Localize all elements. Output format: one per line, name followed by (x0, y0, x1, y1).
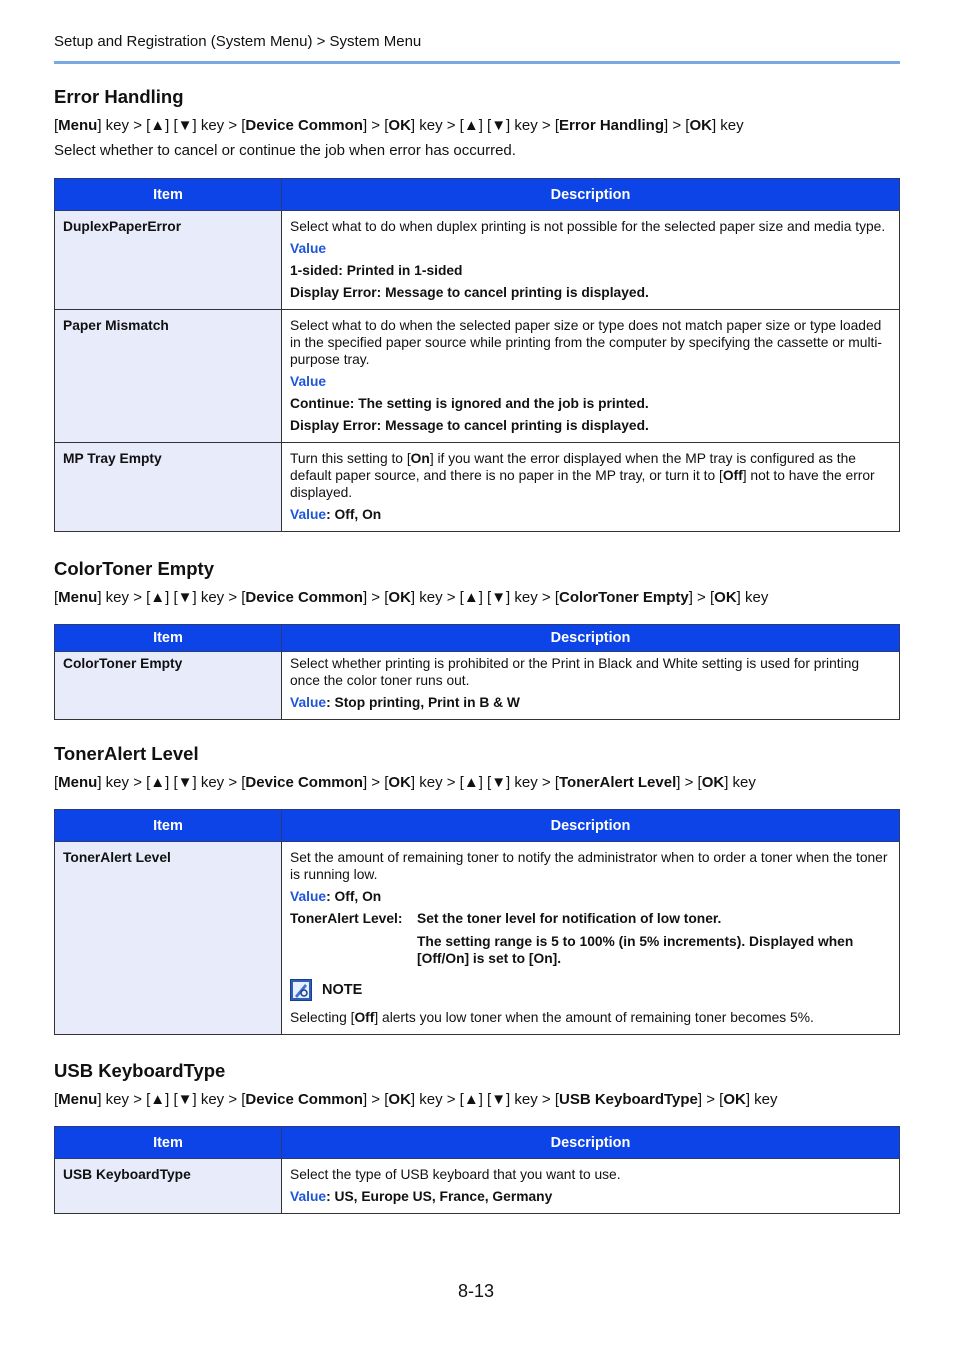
bold-segment: Menu (58, 117, 98, 134)
bold-segment: Menu (58, 589, 98, 606)
definition-description (417, 910, 891, 967)
value-label: Value (290, 507, 327, 522)
table-row (55, 842, 900, 1035)
bold-segment: OK (723, 1091, 746, 1108)
toneralert-table (54, 809, 900, 1035)
text-segment: ] if you want the error displayed when the MP tray is configured as the default paper source, and there is no paper in the MP tray, or turn it to [ (290, 451, 856, 483)
section-usb-keyboardtype (54, 1060, 900, 1214)
bold-segment: TonerAlert Level (558, 774, 677, 791)
text-segment: ] key > [▲] [▼] key > [ (97, 117, 246, 134)
description-text: Select the type of USB keyboard that you want to use. (290, 1167, 621, 1182)
text-segment: ] alerts you low toner when the amount of remaining toner becomes 5%. (374, 1010, 814, 1025)
value-option: Display Error: Message to cancel printing is displayed. (290, 285, 649, 300)
table-row (55, 211, 900, 310)
table-row (55, 310, 900, 443)
description-text: Select what to do when duplex printing is not possible for the selected paper size and media type. (290, 219, 886, 234)
item-cell: USB KeyboardType (55, 1159, 282, 1214)
description-text: Select what to do when the selected paper size or type does not match paper size or type loaded in the specified paper source while printing from the computer by specifying the cassette or multi-purpose tray. (290, 318, 883, 367)
bold-segment: Device Common (245, 117, 363, 134)
value-options: : Stop printing, Print in B & W (326, 695, 520, 710)
value-options: : Off, On (326, 889, 382, 904)
text-segment: ] > [ (362, 774, 389, 791)
description-text: Set the amount of remaining toner to notify the administrator when to order a toner when the toner is running low. (290, 850, 888, 882)
value-label: Value (290, 1189, 327, 1204)
text-segment: [ (54, 774, 59, 791)
text-segment: Selecting [ (290, 1010, 355, 1025)
column-header-item: Item (55, 810, 282, 842)
definition-line: Set the toner level for notification of low toner. (417, 911, 722, 926)
menu-path (54, 774, 900, 791)
column-header-description: Description (282, 1127, 900, 1159)
column-header-item: Item (55, 1127, 282, 1159)
item-cell: MP Tray Empty (55, 443, 282, 532)
text-segment: ] > [ (664, 117, 690, 134)
description-cell (282, 842, 900, 1035)
text-segment: ] key > [▲] [▼] key > [ (97, 589, 246, 606)
text-segment: ] > [ (688, 589, 715, 606)
bold-segment: Error Handling (558, 117, 664, 134)
description-cell (282, 211, 900, 310)
menu-path (54, 1091, 900, 1108)
bold-segment: Menu (58, 774, 98, 791)
item-cell: ColorToner Empty (55, 652, 282, 720)
error-handling-table (54, 178, 900, 532)
description-cell (282, 652, 900, 720)
section-title: Error Handling (54, 86, 184, 107)
section-title: ColorToner Empty (54, 558, 214, 579)
text-segment: ] key > [▲] [▼] key > [ (410, 117, 559, 134)
item-cell: TonerAlert Level (55, 842, 282, 1035)
table-row (55, 1159, 900, 1214)
value-options: : Off, On (326, 507, 382, 522)
description-text: Select whether printing is prohibited or the Print in Black and White setting is used for printing once the color toner runs out. (290, 656, 860, 688)
description-cell (282, 443, 900, 532)
text-segment: ] > [ (697, 1091, 724, 1108)
bold-segment: OK (388, 117, 411, 134)
column-header-item: Item (55, 179, 282, 211)
column-header-description: Description (282, 810, 900, 842)
bold-segment: ColorToner Empty (558, 589, 689, 606)
page-number: 8-13 (458, 1281, 495, 1301)
text-segment: ] key > [▲] [▼] key > [ (97, 774, 246, 791)
section-colortoner-empty (54, 558, 900, 720)
bold-segment: OK (714, 589, 737, 606)
header-rule (54, 61, 900, 64)
text-segment: [ (54, 589, 59, 606)
section-title: TonerAlert Level (54, 743, 199, 764)
value-line (290, 694, 891, 711)
value-line (290, 506, 891, 523)
value-option: 1-sided: Printed in 1-sided (290, 263, 463, 278)
bold-segment: Device Common (245, 1091, 363, 1108)
value-option: Display Error: Message to cancel printing is displayed. (290, 418, 649, 433)
menu-path (54, 589, 900, 606)
item-cell: Paper Mismatch (55, 310, 282, 443)
column-header-description: Description (282, 625, 900, 652)
note-title: NOTE (322, 981, 363, 998)
text-segment: ] not to have the error displayed. (290, 468, 875, 500)
table-row (55, 652, 900, 720)
value-options: : US, Europe US, France, Germany (326, 1189, 553, 1204)
definition-row (290, 910, 891, 967)
text-segment: ] key > [▲] [▼] key > [ (410, 589, 559, 606)
text-segment: Turn this setting to [ (290, 451, 411, 466)
bold-segment: OK (388, 774, 411, 791)
bold-segment: OK (689, 117, 712, 134)
colortoner-table (54, 624, 900, 720)
page-header-breadcrumb: Setup and Registration (System Menu) > System Menu (54, 33, 422, 50)
bold-segment: Device Common (245, 589, 363, 606)
description-cell (282, 310, 900, 443)
menu-path (54, 117, 900, 134)
bold-segment: On (410, 451, 430, 466)
section-intro: Select whether to cancel or continue the job when error has occurred. (54, 142, 516, 159)
column-header-item: Item (55, 625, 282, 652)
bold-segment: OK (388, 589, 411, 606)
text-segment: ] > [ (362, 589, 389, 606)
value-label: Value (290, 374, 327, 389)
table-row (55, 443, 900, 532)
value-label: Value (290, 695, 327, 710)
text-segment: ] key > [▲] [▼] key > [ (410, 1091, 559, 1108)
text-segment: ] key (724, 774, 756, 791)
bold-segment: Menu (58, 1091, 98, 1108)
text-segment: ] key (711, 117, 744, 134)
text-segment: ] key > [▲] [▼] key > [ (97, 1091, 246, 1108)
value-label: Value (290, 889, 327, 904)
text-segment: ] key (736, 589, 769, 606)
text-segment: ] > [ (362, 1091, 389, 1108)
bold-segment: OK (701, 774, 725, 791)
value-line (290, 888, 891, 905)
column-header-description: Description (282, 179, 900, 211)
description-text (290, 450, 891, 501)
item-cell: DuplexPaperError (55, 211, 282, 310)
bold-segment: Device Common (245, 774, 363, 791)
section-error-handling (54, 86, 900, 532)
usb-keyboardtype-table (54, 1126, 900, 1214)
note-icon (290, 979, 312, 1001)
text-segment: [ (54, 1091, 59, 1108)
definition-term: TonerAlert Level: (290, 911, 403, 926)
bold-segment: OK (388, 1091, 411, 1108)
text-segment: ] > [ (362, 117, 389, 134)
description-cell (282, 1159, 900, 1214)
value-option: Continue: The setting is ignored and the job is printed. (290, 396, 649, 411)
bold-segment: USB KeyboardType (558, 1091, 698, 1108)
section-title: USB KeyboardType (54, 1060, 226, 1081)
bold-segment: Off (722, 468, 743, 483)
text-segment: ] key > [▲] [▼] key > [ (410, 774, 559, 791)
text-segment: ] > [ (676, 774, 702, 791)
value-line (290, 1188, 891, 1205)
text-segment: [ (54, 117, 59, 134)
bold-segment: Off (354, 1010, 375, 1025)
text-segment: ] key (745, 1091, 778, 1108)
section-toneralert-level (54, 743, 900, 1035)
value-label: Value (290, 241, 327, 256)
note-text (290, 1009, 891, 1026)
definition-line: The setting range is 5 to 100% (in 5% increments). Displayed when [Off/On] is set to [On]. (417, 934, 854, 966)
note-heading (290, 979, 891, 1001)
